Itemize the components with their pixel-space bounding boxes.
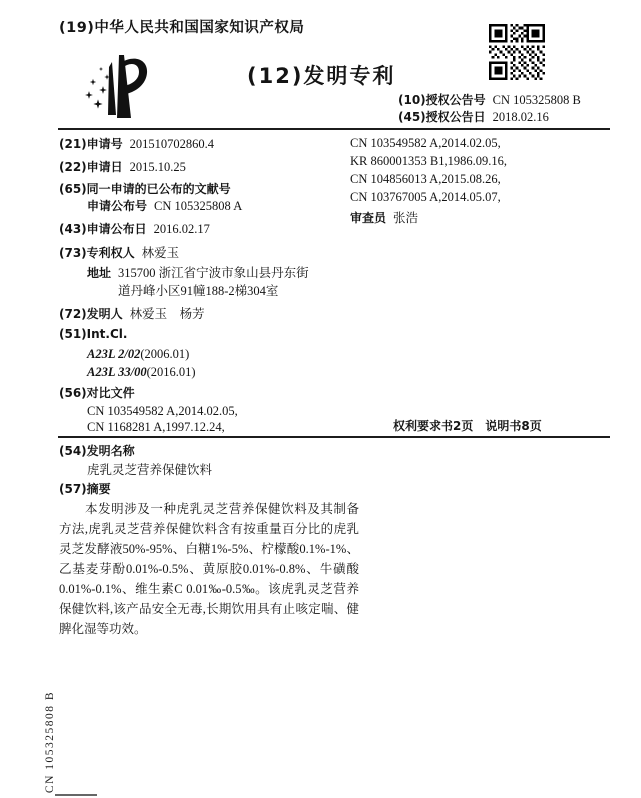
document-type-title: (12)发明专利	[247, 64, 396, 88]
cited-reference-right-2: KR 860001353 B1,1986.09.16,	[350, 154, 507, 168]
header-divider	[58, 128, 610, 130]
invention-title: 虎乳灵芝营养保健饮料	[87, 463, 213, 477]
examiner-name: 张浩	[393, 211, 419, 225]
intcl-entry-1	[87, 347, 189, 362]
patentee-name: 林爱玉	[141, 246, 180, 260]
invention-title-label	[59, 444, 135, 459]
field-same-application-pub	[59, 182, 231, 197]
field-address-continued	[118, 284, 278, 299]
grant-date-value: 2018.02.16	[492, 110, 549, 124]
field-application-number	[59, 137, 214, 152]
cited-reference-right-3: CN 104856013 A,2015.08.26,	[350, 172, 501, 186]
same-application-label: (65)同一申请的已公布的文献号	[59, 182, 231, 196]
abstract-label-text: (57)摘要	[59, 482, 111, 496]
inventor-label: (72)发明人	[59, 307, 123, 321]
intcl-version-2: (2016.01)	[146, 365, 196, 379]
title-label-text: (54)发明名称	[59, 444, 135, 458]
address-line1: 315700 浙江省宁波市象山县丹东街	[118, 266, 309, 280]
patentee-label: (73)专利权人	[59, 246, 135, 260]
field-patentee	[59, 246, 179, 261]
intcl-entry-2	[87, 365, 196, 380]
grant-number-label: (10)授权公告号	[398, 93, 486, 107]
field-application-date	[59, 160, 186, 175]
inventor-names: 林爱玉 杨芳	[129, 307, 205, 321]
application-date-label: (22)申请日	[59, 160, 123, 174]
grant-date-label: (45)授权公告日	[398, 110, 486, 124]
cnipa-logo	[80, 52, 156, 124]
application-number-value: 201510702860.4	[129, 137, 215, 151]
bottom-corner-mark	[55, 794, 97, 796]
field-application-publication-number	[87, 199, 242, 214]
application-number-label: (21)申请号	[59, 137, 123, 151]
grant-publication-number	[398, 93, 581, 108]
cited-references-label: (56)对比文件	[59, 386, 135, 400]
address-line2: 道丹峰小区91幢188-2梯304室	[118, 284, 279, 298]
app-pub-date-label: (43)申请公布日	[59, 222, 147, 236]
grant-publication-date	[398, 110, 549, 125]
field-cited-references	[59, 386, 135, 401]
issuing-office: (19)中华人民共和国国家知识产权局	[59, 20, 305, 36]
abstract-paragraph: 本发明涉及一种虎乳灵芝营养保健饮料及其制备方法,虎乳灵芝营养保健饮料含有按重量百分比的虎乳灵芝发酵液50%-95%、白糖1%-5%、柠檬酸0.1%-1%、乙基麦芽酚0.01%-0.5%、黄原胶0.01%-0.8%、牛磺酸0.01%-0.1%、维生素C 0.01‰-0.5‰。该虎乳灵芝营养保健饮料,该产品安全无毒,长期饮用具有止咳定喘、健脾化湿等功效。	[59, 502, 359, 636]
cited-reference-left-1: CN 103549582 A,2014.02.05,	[87, 404, 238, 418]
field-address	[87, 266, 309, 281]
logo-stars	[85, 67, 110, 109]
application-date-value: 2015.10.25	[129, 160, 186, 174]
vertical-document-number: CN 105325808 B	[44, 690, 56, 794]
cited-reference-right-1: CN 103549582 A,2014.02.05,	[350, 136, 501, 150]
field-application-publication-date	[59, 222, 210, 237]
app-pub-number-value: CN 105325808 A	[154, 199, 243, 213]
abstract-label	[59, 482, 111, 497]
field-intcl	[59, 327, 127, 342]
app-pub-date-value: 2016.02.17	[153, 222, 210, 236]
app-pub-number-label: 申请公布号	[87, 199, 148, 213]
address-label: 地址	[87, 266, 112, 280]
body-divider	[58, 436, 610, 438]
pages-note: 权利要求书2页 说明书8页	[393, 419, 542, 433]
intcl-label: (51)Int.Cl.	[59, 327, 128, 341]
intcl-version-1: (2006.01)	[140, 347, 190, 361]
field-examiner	[350, 211, 418, 226]
cited-reference-left-2: CN 1168281 A,1997.12.24,	[87, 420, 225, 434]
intcl-code-2: A23L 33/00	[87, 365, 147, 379]
qr-code	[489, 24, 545, 80]
grant-number-value: CN 105325808 B	[492, 93, 581, 107]
cited-reference-right-4: CN 103767005 A,2014.05.07,	[350, 190, 501, 204]
field-inventors	[59, 307, 205, 322]
examiner-label: 审查员	[350, 211, 387, 225]
intcl-code-1: A23L 2/02	[87, 347, 141, 361]
